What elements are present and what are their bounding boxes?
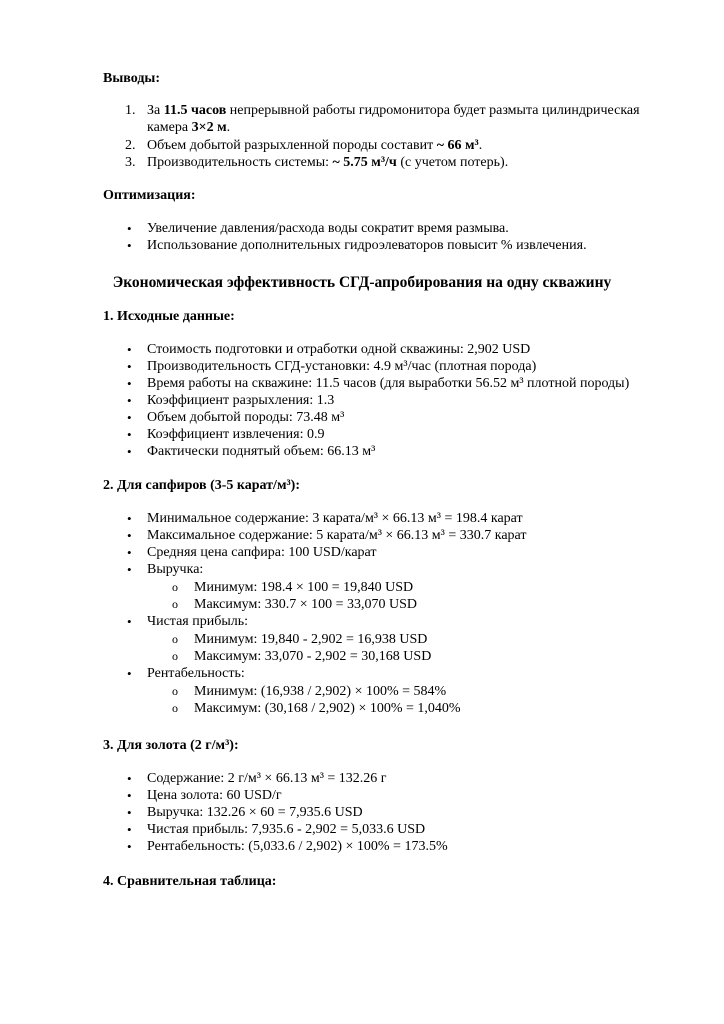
sub-list-item: Максимум: 330.7 × 100 = 33,070 USD: [194, 597, 418, 612]
bullet-icon: •: [127, 822, 132, 837]
list-item: Объем добытой разрыхленной породы составит ~ 66 м³.: [147, 138, 483, 153]
circle-bullet-icon: o: [172, 684, 178, 698]
sub-list-item: Минимум: (16,938 / 2,902) × 100% = 584%: [194, 684, 447, 699]
sub-list-item: Максимум: 33,070 - 2,902 = 30,168 USD: [194, 649, 432, 664]
bullet-icon: •: [127, 562, 132, 577]
bullet-icon: •: [127, 376, 132, 391]
circle-bullet-icon: o: [172, 649, 178, 663]
economic-title: Экономическая эффективность СГД-апробирования на одну скважину: [112, 274, 612, 291]
bullet-icon: •: [127, 511, 132, 526]
sub-list-item: Минимум: 198.4 × 100 = 19,840 USD: [194, 580, 414, 595]
list-item: Коэффициент разрыхления: 1.3: [147, 393, 335, 408]
list-item: Производительность СГД-установки: 4.9 м³/час (плотная порода): [147, 359, 537, 374]
bullet-icon: •: [127, 666, 132, 681]
list-item: Выручка:: [147, 562, 204, 577]
list-number: 3.: [125, 155, 136, 170]
sub-list-item: Максимум: (30,168 / 2,902) × 100% = 1,040%: [194, 701, 461, 716]
bullet-icon: •: [127, 393, 132, 408]
list-item: Цена золота: 60 USD/г: [147, 788, 282, 803]
section1-heading: 1. Исходные данные:: [103, 309, 235, 324]
bullet-icon: •: [127, 427, 132, 442]
circle-bullet-icon: o: [172, 580, 178, 594]
list-item: Содержание: 2 г/м³ × 66.13 м³ = 132.26 г: [147, 771, 387, 786]
list-item: Увеличение давления/расхода воды сократит время размыва.: [147, 221, 509, 236]
circle-bullet-icon: o: [172, 597, 178, 611]
bullet-icon: •: [127, 545, 132, 560]
bullet-icon: •: [127, 839, 132, 854]
list-item: Минимальное содержание: 3 карата/м³ × 66.13 м³ = 198.4 карат: [147, 511, 523, 526]
list-item-continuation: камера 3×2 м.: [147, 120, 231, 135]
list-item: Фактически поднятый объем: 66.13 м³: [147, 444, 376, 459]
list-item: Выручка: 132.26 × 60 = 7,935.6 USD: [147, 805, 363, 820]
list-item: Время работы на скважине: 11.5 часов (для выработки 56.52 м³ плотной породы): [147, 376, 630, 391]
section4-heading: 4. Сравнительная таблица:: [103, 874, 277, 889]
bullet-icon: •: [127, 444, 132, 459]
bullet-icon: •: [127, 221, 132, 236]
circle-bullet-icon: o: [172, 632, 178, 646]
list-item: Рентабельность: (5,033.6 / 2,902) × 100% = 173.5%: [147, 839, 448, 854]
section2-heading: 2. Для сапфиров (3-5 карат/м³):: [103, 478, 301, 493]
list-item: За 11.5 часов непрерывной работы гидромонитора будет размыта цилиндрическая: [147, 103, 640, 118]
bullet-icon: •: [127, 614, 132, 629]
list-item: Производительность системы: ~ 5.75 м³/ч (с учетом потерь).: [147, 155, 509, 170]
list-number: 1.: [125, 103, 136, 118]
bullet-icon: •: [127, 359, 132, 374]
list-item: Коэффициент извлечения: 0.9: [147, 427, 325, 442]
bullet-icon: •: [127, 788, 132, 803]
list-item: Стоимость подготовки и отработки одной скважины: 2,902 USD: [147, 342, 531, 357]
bullet-icon: •: [127, 238, 132, 253]
bullet-icon: •: [127, 528, 132, 543]
list-item: Средняя цена сапфира: 100 USD/карат: [147, 545, 377, 560]
conclusions-heading: Выводы:: [103, 71, 161, 86]
list-item: Рентабельность:: [147, 666, 245, 681]
bullet-icon: •: [127, 771, 132, 786]
list-item: Объем добытой породы: 73.48 м³: [147, 410, 345, 425]
bullet-icon: •: [127, 342, 132, 357]
list-item: Чистая прибыль: 7,935.6 - 2,902 = 5,033.6 USD: [147, 822, 426, 837]
optimization-heading: Оптимизация:: [103, 188, 196, 203]
sub-list-item: Минимум: 19,840 - 2,902 = 16,938 USD: [194, 632, 428, 647]
circle-bullet-icon: o: [172, 701, 178, 715]
list-item: Максимальное содержание: 5 карата/м³ × 66.13 м³ = 330.7 карат: [147, 528, 527, 543]
list-number: 2.: [125, 138, 136, 153]
bullet-icon: •: [127, 805, 132, 820]
bullet-icon: •: [127, 410, 132, 425]
list-item: Использование дополнительных гидроэлеваторов повысит % извлечения.: [147, 238, 587, 253]
list-item: Чистая прибыль:: [147, 614, 249, 629]
section3-heading: 3. Для золота (2 г/м³):: [103, 738, 239, 753]
